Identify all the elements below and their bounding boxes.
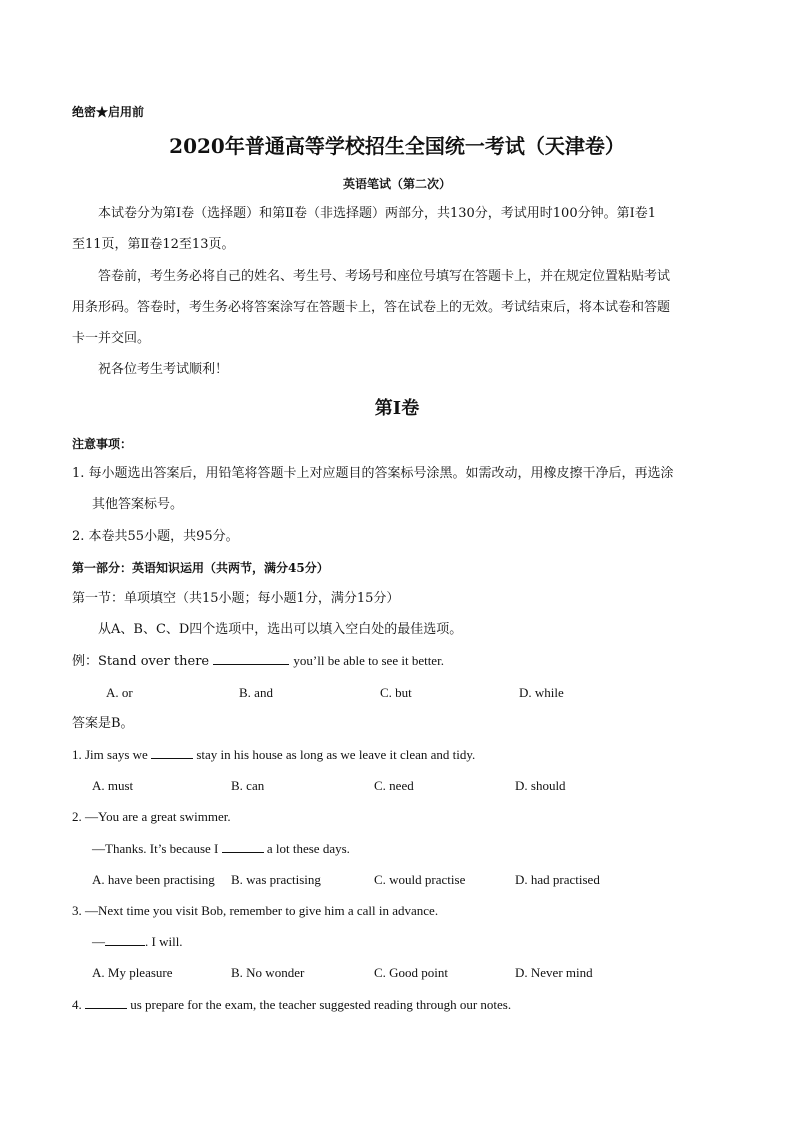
question-4-stem — [72, 996, 511, 1014]
example-suffix: you’ll be able to see it better. — [293, 653, 444, 668]
q1-option-a: A. must — [92, 778, 134, 793]
intro-p1-line2: 至11页，第Ⅱ卷12至13页。 — [72, 237, 235, 252]
example-option-d: D. while — [519, 685, 564, 700]
confidential-label: 绝密★启用前 — [72, 105, 145, 119]
q4-prefix: 4. — [72, 997, 82, 1012]
intro-p3: 祝各位考生考试顺利！ — [98, 362, 229, 377]
section-heading: 第Ⅰ卷 — [374, 398, 420, 419]
sec1-heading: 第一节：单项填空（共15小题；每小题1分，满分15分） — [72, 591, 400, 606]
page-title: 2020年普通高等学校招生全国统一考试（天津卷） — [169, 134, 625, 158]
q1-option-c: C. need — [374, 778, 414, 793]
q3-suffix: . I will. — [145, 934, 183, 949]
page-subtitle: 英语笔试（第二次） — [342, 177, 451, 191]
example-option-b: B. and — [239, 685, 273, 700]
q3-option-b: B. No wonder — [231, 965, 305, 980]
q2-option-b: B. was practising — [231, 872, 321, 887]
answer-blank — [85, 996, 127, 1009]
example-option-a: A. or — [106, 685, 133, 700]
note1-line2: 其他答案标号。 — [92, 497, 184, 512]
question-3-line1: 3. —Next time you visit Bob, remember to give him a call in advance. — [72, 903, 439, 918]
answer-blank — [222, 840, 264, 853]
q3-option-d: D. Never mind — [515, 965, 593, 980]
answer-blank — [213, 652, 289, 665]
note1-line1: 1. 每小题选出答案后，用铅笔将答题卡上对应题目的答案标号涂黑。如需改动，用橡皮擦干净后，再选涂 — [72, 466, 674, 481]
example-stem — [72, 652, 444, 671]
example-option-c: C. but — [380, 685, 412, 700]
q3-option-c: C. Good point — [374, 965, 449, 980]
example-answer: 答案是B。 — [72, 716, 134, 731]
q3-option-a: A. My pleasure — [92, 965, 173, 980]
intro-p2-line1: 答卷前，考生务必将自己的姓名、考生号、考场号和座位号填写在答题卡上，并在规定位置粘贴考试 — [98, 269, 671, 284]
example-prefix: 例：Stand over there — [72, 654, 210, 669]
q2-option-d: D. had practised — [515, 872, 600, 887]
q1-prefix: 1. Jim says we — [72, 747, 148, 762]
instructions: 从A、B、C、D四个选项中，选出可以填入空白处的最佳选项。 — [98, 622, 463, 637]
intro-p1-line1: 本试卷分为第Ⅰ卷（选择题）和第Ⅱ卷（非选择题）两部分，共130分，考试用时100分钟。第Ⅰ卷1 — [98, 206, 657, 221]
q1-suffix: stay in his house as long as we leave it clean and tidy. — [196, 747, 476, 762]
answer-blank — [105, 933, 145, 946]
notes-title: 注意事项： — [72, 437, 133, 451]
q2-option-a: A. have been practising — [92, 872, 215, 887]
part1-heading: 第一部分：英语知识运用（共两节，满分45分） — [72, 561, 329, 575]
q4-suffix: us prepare for the exam, the teacher suggested reading through our notes. — [130, 997, 512, 1012]
answer-blank — [151, 746, 193, 759]
question-2-line2 — [92, 840, 350, 858]
q1-option-d: D. should — [515, 778, 566, 793]
q2-prefix: —Thanks. It’s because I — [92, 841, 219, 856]
question-2-line1: 2. —You are a great swimmer. — [72, 809, 231, 824]
intro-p2-line3: 卡一并交回。 — [72, 331, 151, 346]
q1-option-b: B. can — [231, 778, 265, 793]
q3-prefix: — — [92, 934, 105, 949]
q2-suffix: a lot these days. — [266, 841, 350, 856]
q2-option-c: C. would practise — [374, 872, 466, 887]
intro-p2-line2: 用条形码。答卷时，考生务必将答案涂写在答题卡上，答在试卷上的无效。考试结束后，将本试卷和答题 — [72, 300, 671, 315]
note2: 2. 本卷共55小题，共95分。 — [72, 529, 239, 544]
question-3-line2 — [92, 933, 183, 951]
question-1-stem — [72, 746, 475, 764]
